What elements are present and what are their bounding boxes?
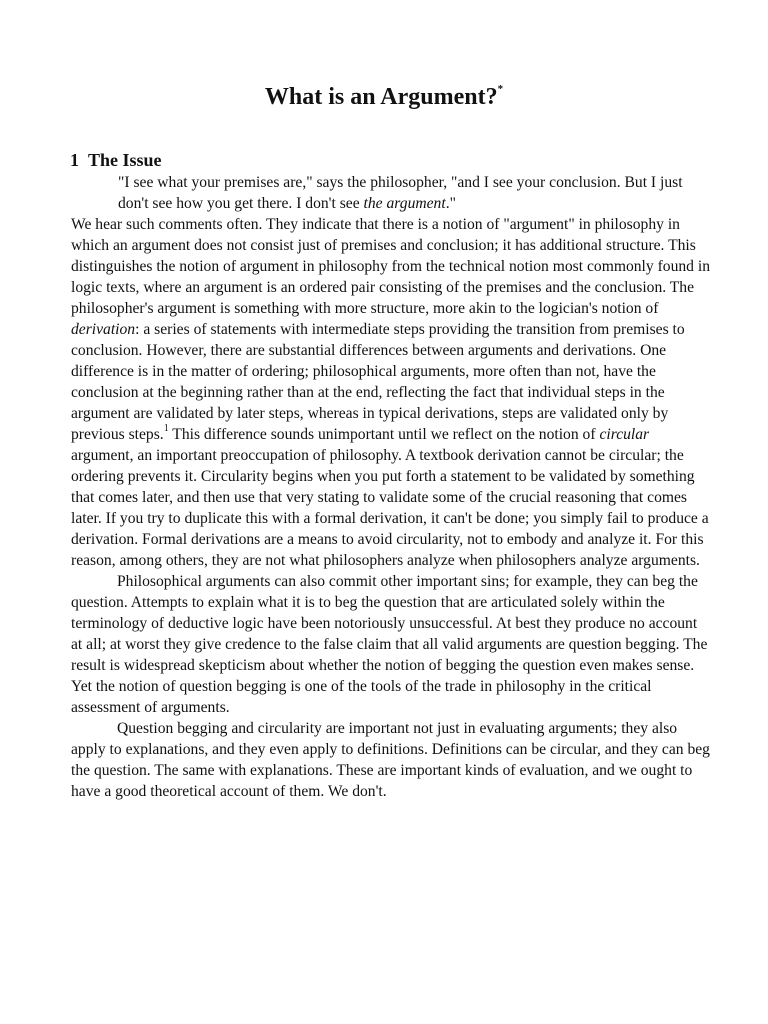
p1-emphasis-derivation: derivation — [71, 321, 136, 338]
quote-lead: "I see what your premises are," says the philosopher, "and I see your conclusion. But I just don't see how you get there. I don't see — [118, 174, 683, 212]
p1-part-c: This difference sounds unimportant until we reflect on the notion of — [168, 426, 600, 443]
body-text — [71, 172, 711, 802]
paragraph-2: Philosophical arguments can also commit other important sins; for example, they can beg the question. Attempts to explain what it is to beg the question that are articulated solely within the terminology of deductive logic have been notoriously unsuccessful. At best they produce no account at all; at worst they give credence to the false claim that all valid arguments are question begging. The result is widespread skepticism about whether the notion of begging the question even makes sense. Yet the notion of question begging is one of the tools of the trade in philosophy in the critical assessment of arguments. — [71, 573, 708, 716]
section-number: 1 — [70, 150, 79, 170]
quote-emphasis: the argument — [363, 195, 446, 212]
paragraph-3: Question begging and circularity are important not just in evaluating arguments; they also apply to explanations, and they even apply to definitions. Definitions can be circular, and they can beg the question. The same with explanations. These are important kinds of evaluation, and we ought to have a good theoretical account of them. We don't. — [71, 720, 710, 800]
title-text: What is an Argument? — [264, 84, 498, 110]
document-title — [0, 72, 768, 117]
p1-emphasis-circular: circular — [599, 426, 650, 443]
footnote-marker: 1 — [163, 422, 169, 434]
title-footnote-marker: * — [497, 83, 504, 95]
section-heading — [70, 148, 162, 172]
p1-part-a: We hear such comments often. They indicate that there is a notion of "argument" in philosophy in which an argument does not consist just of premises and conclusion; it has additional structure. This distinguishes the notion of argument in philosophy from the technical notion most commonly found in logic texts, where an argument is an ordered pair consisting of the premises and the conclusion. The philosopher's argument is something with more structure, more akin to the logician's notion of — [71, 216, 710, 317]
section-name: The Issue — [88, 150, 162, 170]
paragraph-1 — [71, 214, 711, 571]
opening-quote — [118, 172, 711, 214]
quote-tail: ." — [445, 195, 456, 212]
p1-part-b: : a series of statements with intermediate steps providing the transition from premises to conclusion. However, there are substantial differences between arguments and derivations. One difference is in the matter of ordering; philosophical arguments, more often than not, have the conclusion at the beginning rather than at the end, reflecting the fact that individual steps in the argument are validated by later steps, whereas in typical derivations, steps are validated only by previous steps. — [71, 321, 685, 443]
p1-part-d: argument, an important preoccupation of philosophy. A textbook derivation cannot be circular; the ordering prevents it. Circularity begins when you put forth a statement to be validated by something that comes later, and then use that very stating to validate some of the crucial reasoning that comes later. If you try to duplicate this with a formal derivation, it can't be done; you simply fail to produce a derivation. Formal derivations are a means to avoid circularity, not to embody and analyze it. For this reason, among others, they are not what philosophers analyze when philosophers analyze arguments. — [71, 447, 709, 569]
